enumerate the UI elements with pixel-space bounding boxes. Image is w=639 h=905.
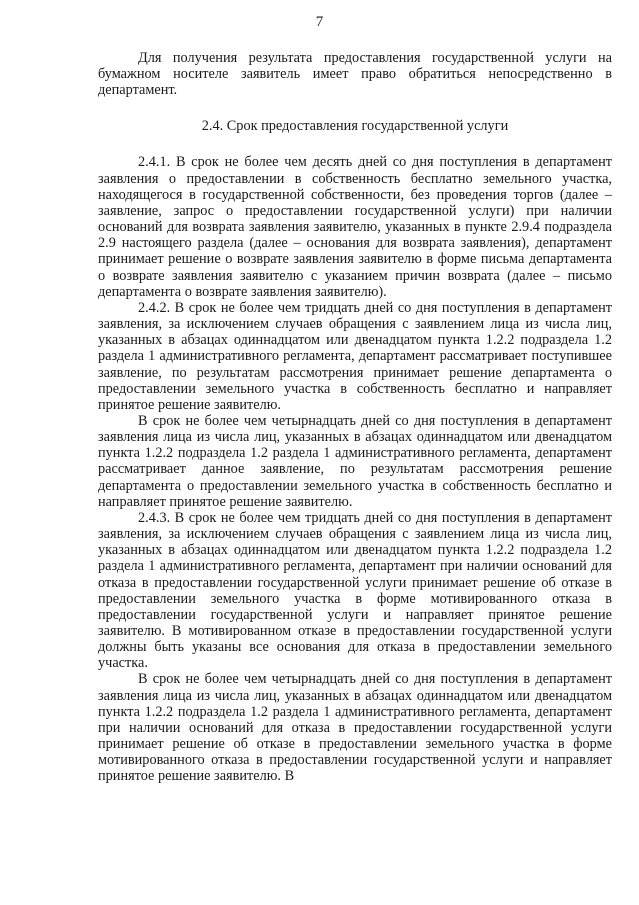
section-heading: 2.4. Срок предоставления государственной услуги <box>201 118 509 135</box>
document-body <box>98 50 612 785</box>
paragraph-2-4-3: 2.4.3. В срок не более чем тридцать дней со дня поступления в департамент заявления, за исключением случаев обращения с заявлением лица из числа лиц, указанных в абзацах одиннадцатом или двенадцатом пункта 1.2.2 подраздела 1.2 раздела 1 административного регламента, департамент при наличии оснований для отказа в предоставлении государственной услуги принимает решение об отказе в предоставлении земельного участка в форме мотивированного отказа в предоставлении государственной услуги и направляет принятое решение заявителю. В мотивированном отказе в предоставлении государственной услуги должны быть указаны все основания для отказа в предоставлении земельного участка. <box>98 509 612 672</box>
paragraph-2-4-1: 2.4.1. В срок не более чем десять дней со дня поступления в департамент заявления о предоставлении в собственность бесплатно земельного участка, находящегося в государственной собственности, без проведения торгов (далее – заявление, запрос о предоставлении государственной услуги) при наличии оснований для возврата заявления заявителю, указанных в пункте 2.9.4 подраздела 2.9 настоящего раздела (далее – основания для возврата заявления), департамент принимает решение о возврате заявления заявителю в форме письма департамента о возврате заявления заявителю с указанием причин возврата (далее – письмо департамента о возврате заявления заявителю). <box>98 154 612 300</box>
paragraph-2-4-2: 2.4.2. В срок не более чем тридцать дней со дня поступления в департамент заявления, за исключением случаев обращения с заявлением лица из числа лиц, указанных в абзацах одиннадцатом или двенадцатом пункта 1.2.2 подраздела 1.2 раздела 1 административного регламента, департамент рассматривает поступившее заявление, по результатам рассмотрения принимает решение департамента о предоставлении земельного участка в собственность бесплатно и направляет принятое решение заявителю. <box>98 299 612 413</box>
page-number: 7 <box>315 14 324 30</box>
intro-paragraph: Для получения результата предоставления государственной услуги на бумажном носителе заявитель имеет право обратиться непосредственно в департамент. <box>98 50 612 99</box>
paragraph-2-4-2-continuation: В срок не более чем четырнадцать дней со дня поступления в департамент заявления лица из числа лиц, указанных в абзацах одиннадцатом или двенадцатом пункта 1.2.2 подраздела 1.2 раздела 1 административного регламента, департамент рассматривает данное заявление, по результатам рассмотрения решение департамента о предоставлении земельного участка в собственность бесплатно и направляет принятое решение заявителю. <box>98 412 612 510</box>
paragraph-2-4-3-continuation: В срок не более чем четырнадцать дней со дня поступления в департамент заявления лица из числа лиц, указанных в абзацах одиннадцатом или двенадцатом пункта 1.2.2 подраздела 1.2 раздела 1 административного регламента, департамент при наличии оснований для отказа в предоставлении государственной услуги принимает решение об отказе в предоставлении земельного участка в форме мотивированного отказа в предоставлении государственной услуги и направляет принятое решение заявителю. В <box>98 671 612 785</box>
